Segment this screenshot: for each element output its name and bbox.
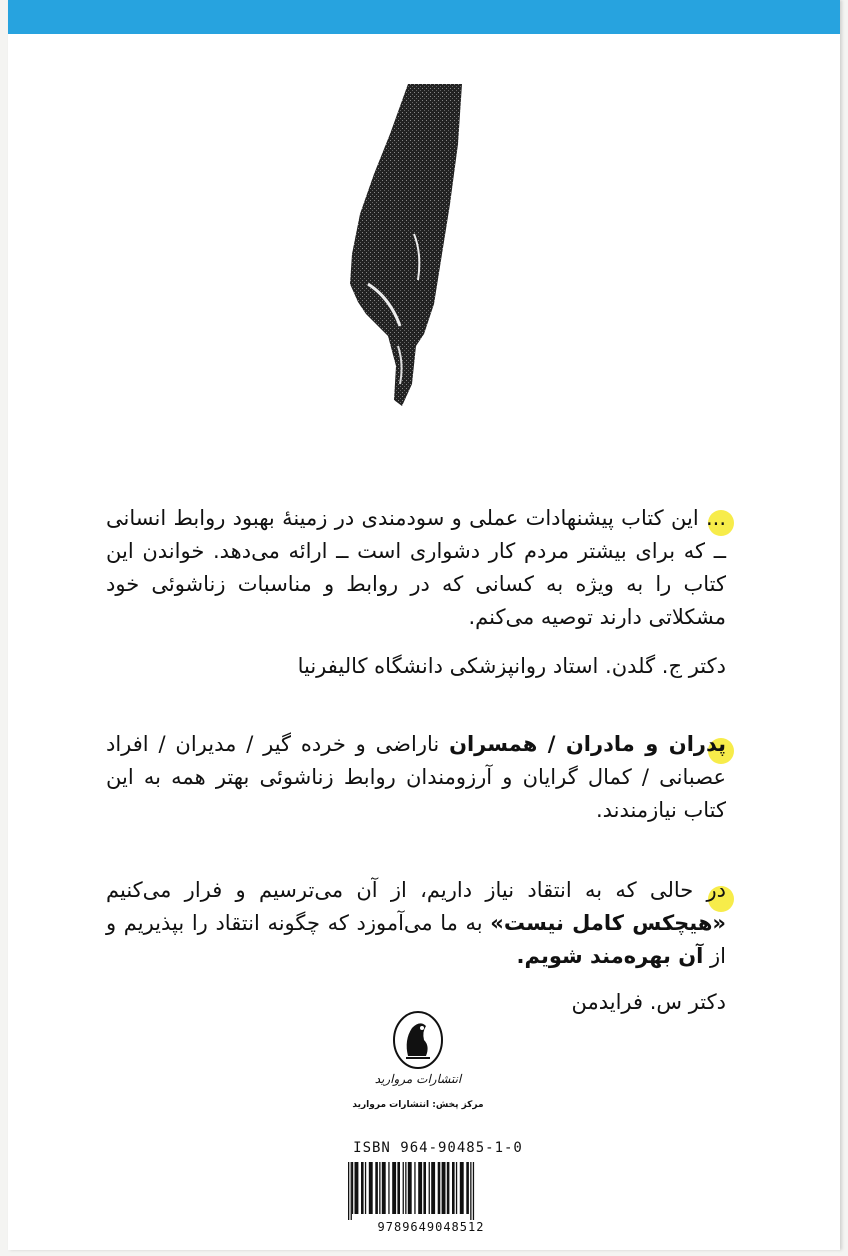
barcode-bar bbox=[392, 1162, 396, 1214]
quote-1-attribution: دکتر ج. گلدن. استاد روانپزشکی دانشگاه کالیفرنیا bbox=[297, 654, 726, 678]
barcode-bar bbox=[352, 1162, 353, 1214]
quote-3-part-b: به ما می‌آموزد که چگونه انتقاد را بپذیریم و از bbox=[106, 911, 726, 968]
barcode-bar bbox=[460, 1162, 464, 1214]
barcode-bar bbox=[375, 1162, 378, 1214]
barcode-bar bbox=[442, 1162, 446, 1214]
barcode-bar bbox=[405, 1162, 406, 1214]
barcode-bar bbox=[388, 1162, 389, 1214]
barcode-bar bbox=[403, 1162, 404, 1214]
barcode-bar bbox=[369, 1162, 373, 1214]
quote-3-book-title: «هیچکس کامل نیست» bbox=[490, 911, 726, 935]
barcode-bar bbox=[447, 1162, 450, 1214]
barcode-bar bbox=[423, 1162, 426, 1214]
barcode-guard-bar bbox=[473, 1162, 474, 1220]
quote-2-body: ناراضی و خرده گیر / مدیران / افراد عصبانی / کمال گرایان و آرزومندان روابط زناشوئی بهتر همه به این کتاب نیازمندند. bbox=[106, 732, 726, 822]
book-back-cover bbox=[8, 0, 840, 1250]
pointing-hand-illustration bbox=[338, 84, 464, 414]
quote-3-text bbox=[106, 874, 726, 973]
barcode-bar bbox=[408, 1162, 412, 1214]
quote-3-bold-end: آن بهره‌مند شویم. bbox=[516, 944, 704, 968]
barcode-bar bbox=[452, 1162, 455, 1214]
barcode-bar bbox=[365, 1162, 366, 1214]
barcode-bar bbox=[355, 1162, 359, 1214]
barcode-bar bbox=[429, 1162, 430, 1214]
quote-1-text: ... این کتاب پیشنهادات عملی و سودمندی در زمینهٔ بهبود روابط انسانی ــ که برای بیشتر مردم کار دشواری است ــ ارائه می‌دهد. خواندن این کتاب را به ویژه به کسانی که در روابط و مناسبات زناشوئی خود مشکلاتی دارند توصیه می‌کنم. bbox=[106, 506, 726, 629]
quote-3-attribution: دکتر س. فرایدمن bbox=[571, 990, 726, 1014]
barcode-bar bbox=[397, 1162, 400, 1214]
barcode-bar bbox=[418, 1162, 422, 1214]
barcode-bar bbox=[466, 1162, 469, 1214]
barcode-bar bbox=[382, 1162, 386, 1214]
publisher-logo bbox=[392, 1010, 444, 1070]
barcode-guard-bar bbox=[351, 1162, 352, 1220]
barcode-guard-bar bbox=[470, 1162, 471, 1220]
barcode-bar bbox=[456, 1162, 457, 1214]
quote-2-bold: پدران و مادران / همسران bbox=[449, 732, 727, 756]
barcode-bar bbox=[379, 1162, 380, 1214]
barcode-bar bbox=[414, 1162, 415, 1214]
barcode-guard-bar bbox=[348, 1162, 349, 1220]
barcode bbox=[346, 1162, 516, 1220]
quote-3-part-a: در حالی که به انتقاد نیاز داریم، از آن می‌ترسیم و فرار می‌کنیم bbox=[106, 878, 726, 902]
barcode-bar bbox=[431, 1162, 435, 1214]
isbn-label: ISBN 964-90485-1-0 bbox=[353, 1140, 523, 1156]
distributor-line: مرکز پخش: انتشارات مروارید bbox=[352, 1100, 484, 1110]
barcode-bar bbox=[361, 1162, 364, 1214]
barcode-digits: 9789649048512 bbox=[377, 1220, 485, 1234]
publisher-name: انتشارات مروارید bbox=[374, 1072, 462, 1086]
quote-2-text bbox=[106, 728, 726, 827]
top-color-band bbox=[8, 0, 840, 34]
barcode-bar bbox=[438, 1162, 441, 1214]
